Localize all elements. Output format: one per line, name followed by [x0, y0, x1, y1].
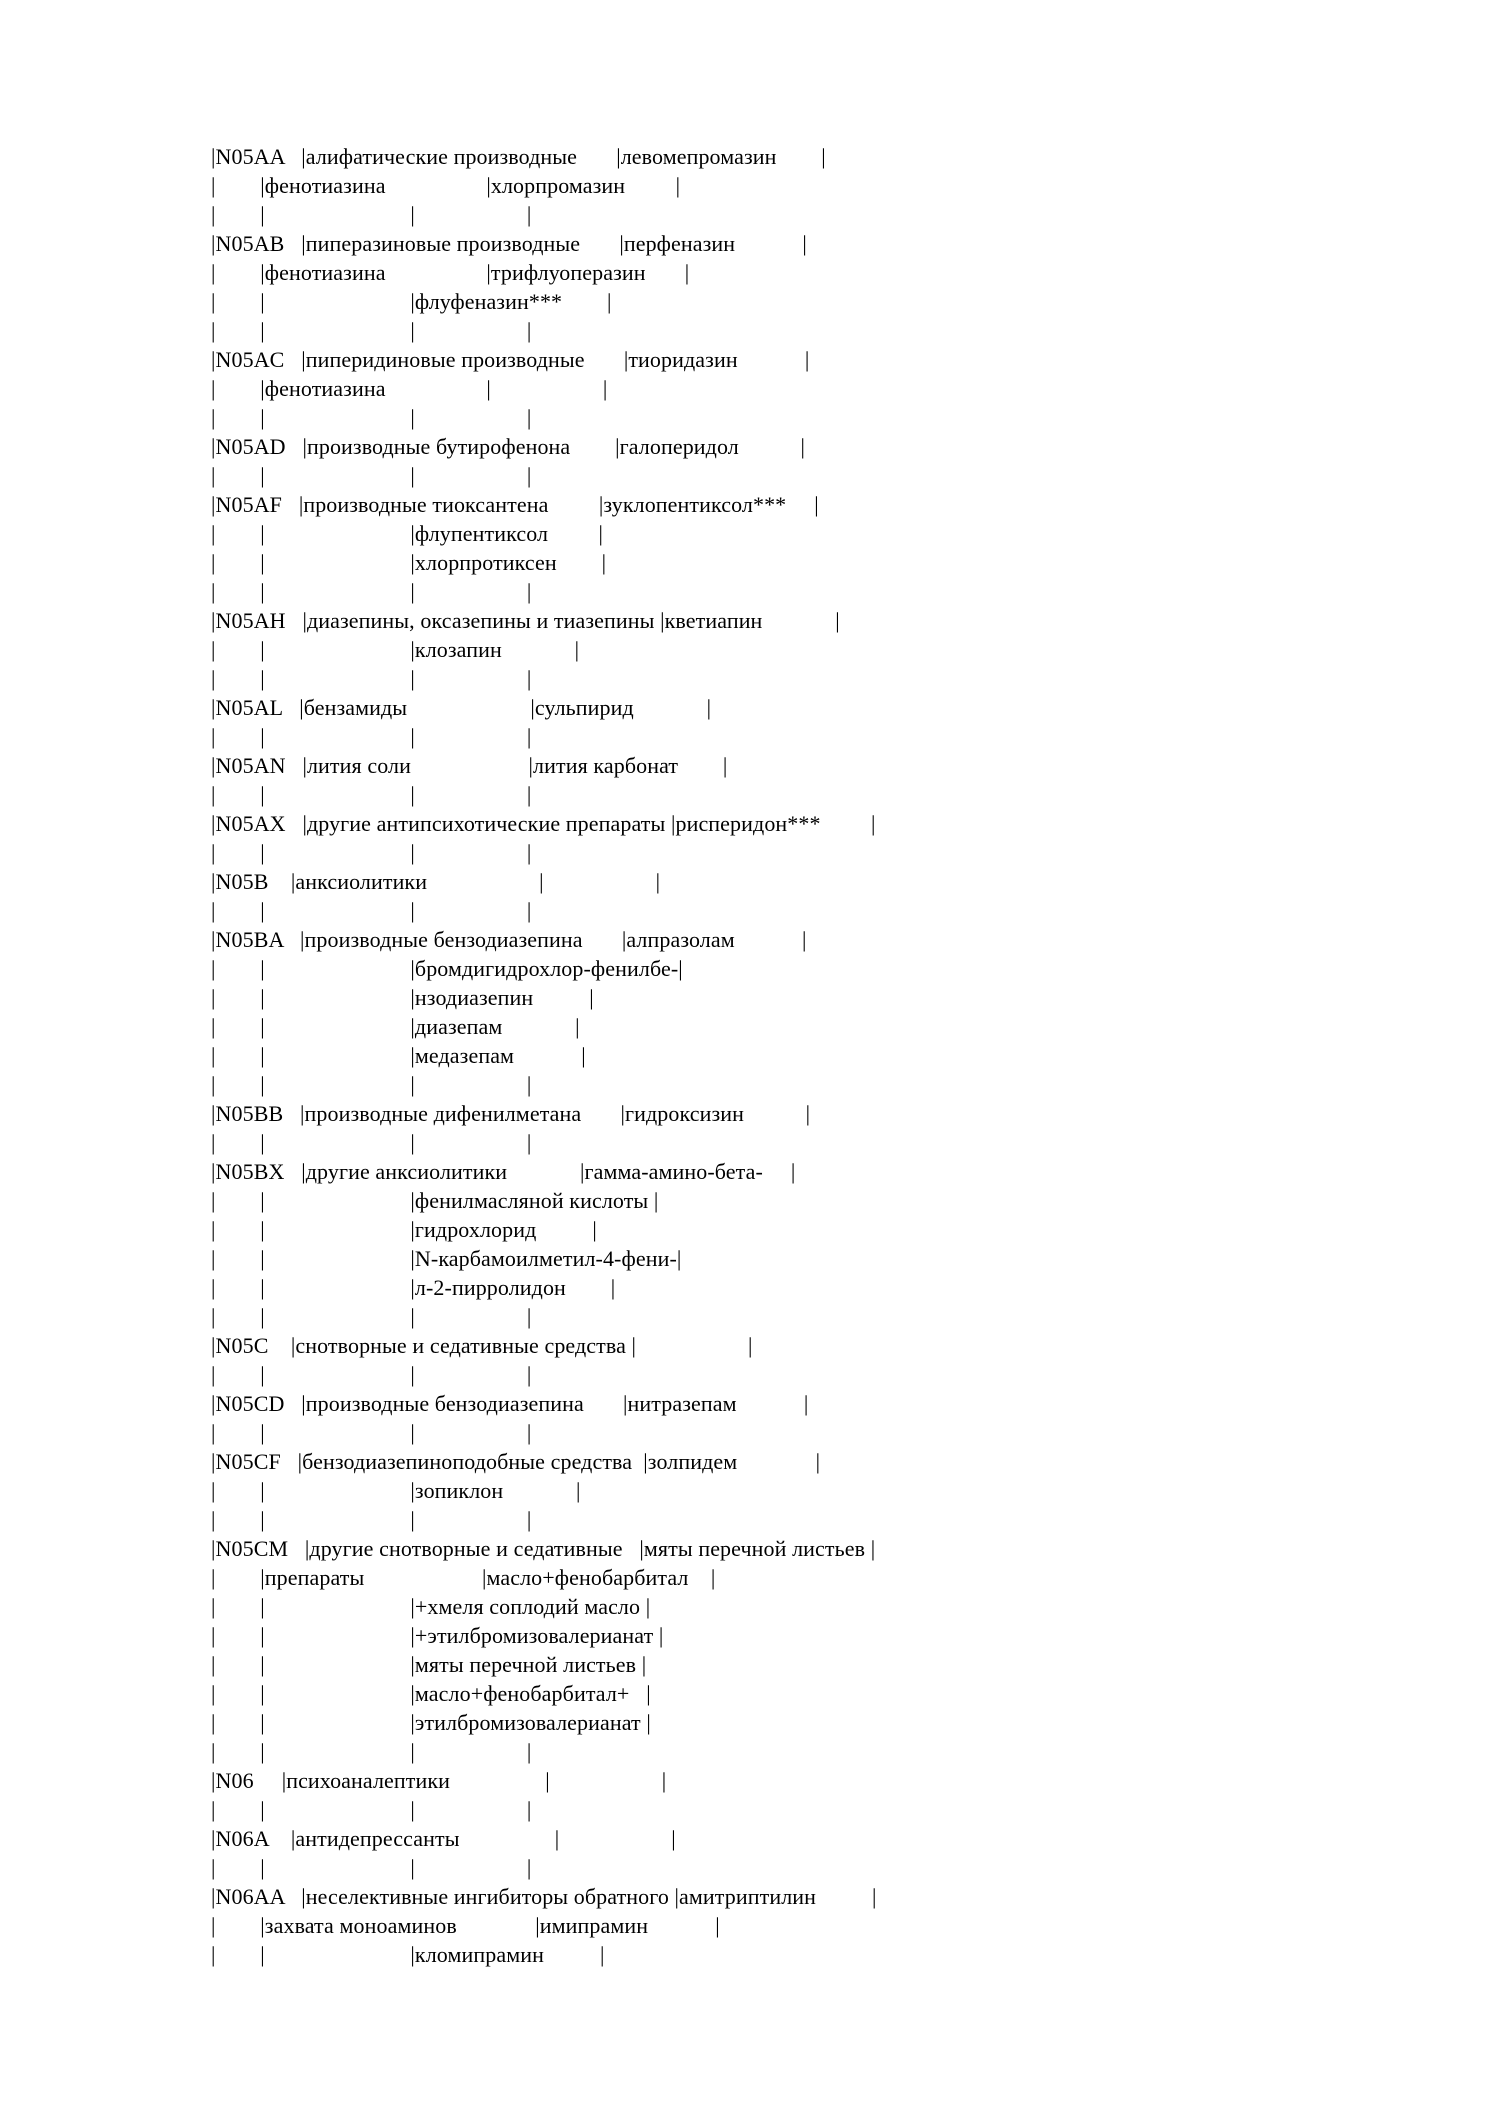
- text-line: | |фенотиазина |хлорпромазин |: [211, 173, 681, 198]
- text-line: | | |бромдигидрохлор-фенилбе-|: [211, 956, 683, 981]
- text-line: |N06A |антидепрессанты | |: [211, 1826, 676, 1851]
- text-line: |N05BA |производные бензодиазепина |алпразолам |: [211, 927, 807, 952]
- text-line: |N06 |психоаналептики | |: [211, 1768, 667, 1793]
- text-line: | | | |: [211, 579, 532, 604]
- text-line: |N06AA |неселективные ингибиторы обратного |амитриптилин |: [211, 1884, 877, 1909]
- text-line: |N05AA |алифатические производные |левомепромазин |: [211, 144, 826, 169]
- text-line: | | | |: [211, 840, 532, 865]
- text-line: | | |кломипрамин |: [211, 1942, 605, 1967]
- text-line: | | | |: [211, 1739, 532, 1764]
- document-text: [211, 142, 1411, 1969]
- text-line: | | | |: [211, 1855, 532, 1880]
- text-line: | | | |: [211, 1507, 532, 1532]
- text-line: | | |масло+фенобарбитал+ |: [211, 1681, 651, 1706]
- text-line: |N05AB |пиперазиновые производные |перфеназин |: [211, 231, 807, 256]
- text-line: |N05BX |другие анксиолитики |гамма-амино-бета- |: [211, 1159, 796, 1184]
- text-line: | | | |: [211, 1797, 532, 1822]
- text-line: |N05CF |бензодиазепиноподобные средства |золпидем |: [211, 1449, 821, 1474]
- text-line: | | | |: [211, 318, 532, 343]
- text-line: | | |л-2-пирролидон |: [211, 1275, 616, 1300]
- text-line: | | |+этилбромизовалерианат |: [211, 1623, 664, 1648]
- text-line: |N05AX |другие антипсихотические препараты |рисперидон*** |: [211, 811, 876, 836]
- text-line: | | | |: [211, 1420, 532, 1445]
- text-line: |N05AF |производные тиоксантена |зуклопентиксол*** |: [211, 492, 819, 517]
- text-line: | | |хлорпротиксен |: [211, 550, 607, 575]
- text-line: | | |диазепам |: [211, 1014, 580, 1039]
- text-line: | | |медазепам |: [211, 1043, 586, 1068]
- text-line: |N05AD |производные бутирофенона |галоперидол |: [211, 434, 805, 459]
- text-line: | | |+хмеля соплодий масло |: [211, 1594, 651, 1619]
- text-line: | | |флуфеназин*** |: [211, 289, 612, 314]
- text-line: | | | |: [211, 1362, 532, 1387]
- text-line: | | | |: [211, 724, 532, 749]
- text-line: | | | |: [211, 1072, 532, 1097]
- text-line: |N05C |снотворные и седативные средства | |: [211, 1333, 753, 1358]
- text-line: | | |флупентиксол |: [211, 521, 603, 546]
- text-line: | |захвата моноаминов |имипрамин |: [211, 1913, 720, 1938]
- text-line: |N05AC |пиперидиновые производные |тиоридазин |: [211, 347, 810, 372]
- text-line: | | |N-карбамоилметил-4-фени-|: [211, 1246, 682, 1271]
- text-line: |N05CD |производные бензодиазепина |нитразепам |: [211, 1391, 809, 1416]
- text-line: | | | |: [211, 1130, 532, 1155]
- text-line: |N05AH |диазепины, оксазепины и тиазепины |кветиапин |: [211, 608, 840, 633]
- text-line: | | | |: [211, 463, 532, 488]
- text-line: | | |нзодиазепин |: [211, 985, 594, 1010]
- text-line: | | |фенилмасляной кислоты |: [211, 1188, 659, 1213]
- text-line: | | | |: [211, 782, 532, 807]
- text-line: |N05BB |производные дифенилметана |гидроксизин |: [211, 1101, 811, 1126]
- text-line: | | | |: [211, 405, 532, 430]
- text-line: |N05B |анксиолитики | |: [211, 869, 661, 894]
- text-line: | |препараты |масло+фенобарбитал |: [211, 1565, 716, 1590]
- text-line: | | | |: [211, 1304, 532, 1329]
- text-line: | | |этилбромизовалерианат |: [211, 1710, 651, 1735]
- text-line: | | | |: [211, 898, 532, 923]
- text-line: | | |гидрохлорид |: [211, 1217, 597, 1242]
- text-line: | | |клозапин |: [211, 637, 580, 662]
- text-line: |N05AL |бензамиды |сульпирид |: [211, 695, 712, 720]
- text-line: | |фенотиазина | |: [211, 376, 608, 401]
- text-line: | | | |: [211, 666, 532, 691]
- text-line: | |фенотиазина |трифлуоперазин |: [211, 260, 690, 285]
- text-line: |N05AN |лития соли |лития карбонат |: [211, 753, 728, 778]
- text-line: | | |зопиклон |: [211, 1478, 581, 1503]
- text-line: | | |мяты перечной листьев |: [211, 1652, 647, 1677]
- text-line: | | | |: [211, 202, 532, 227]
- text-line: |N05CM |другие снотворные и седативные |мяты перечной листьев |: [211, 1536, 876, 1561]
